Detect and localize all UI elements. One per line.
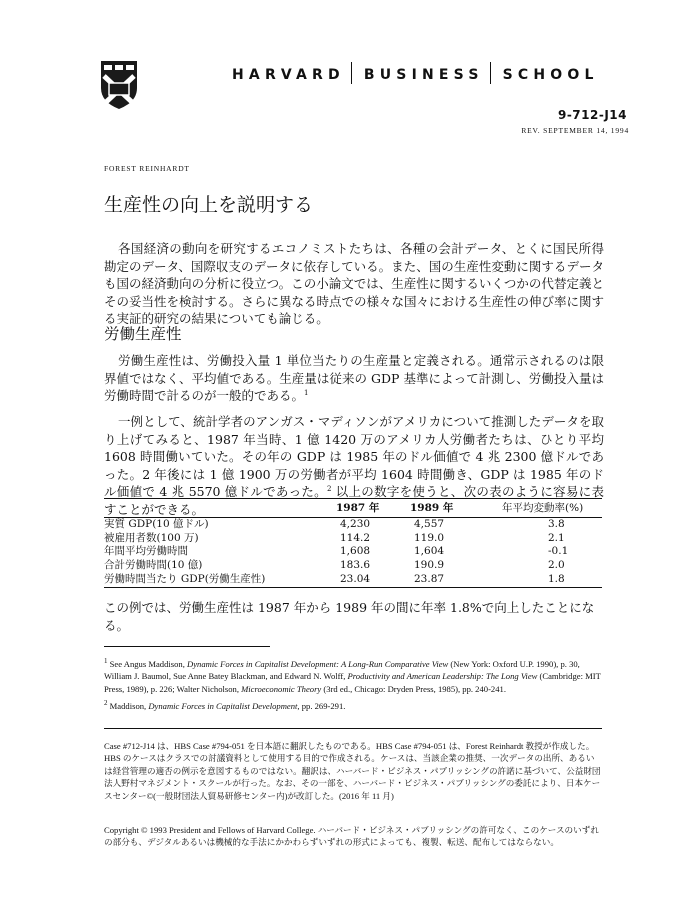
school-wordmark bbox=[232, 62, 599, 84]
wordmark-harvard: HARVARD bbox=[232, 67, 345, 83]
table-cell-change-rate: -0.1 bbox=[548, 545, 569, 558]
labor-productivity-paragraph-1 bbox=[104, 352, 604, 405]
table-header-row bbox=[104, 499, 602, 518]
footnote-text: (3rd ed., Chicago: Dryden Press, 1985), pp. 240-241. bbox=[321, 683, 506, 694]
table-cell-row-label: 労働時間当たり GDP(労働生産性) bbox=[104, 573, 336, 587]
table-cell-change-rate: 3.8 bbox=[548, 518, 565, 530]
footnote-1 bbox=[104, 658, 602, 695]
footnote-book-title: Dynamic Forces in Capitalist Development: A Long-Run Comparative View bbox=[187, 659, 449, 669]
footnote-divider bbox=[104, 646, 270, 647]
footnote-number: 2 bbox=[104, 699, 108, 708]
table-cell-value-1989: 1,604 bbox=[414, 545, 445, 558]
footnote-number: 1 bbox=[104, 657, 108, 666]
table-row bbox=[104, 545, 602, 559]
table-cell-change-rate: 2.1 bbox=[548, 531, 565, 544]
translation-disclaimer: Case #712-J14 は、HBS Case #794-051 を日本語に翻訳したものである。HBS Case #794-051 は、Forest Reinhardt 教授が作成した。HBS のケースはクラスでの討議資料として使用する目的で作成される。ケースは、当該企業の推奨、一次データの出所、あるいは経営管理の適否の例示を意図するものではない。翻訳は、ハーバード・ビジネス・パブリッシングの許諾に基づいて、公益財団法人野村マネジメント・スクールが行った。なお、その一部を、ハーバード・ビジネス・パブリッシングの委託により、日本ケースセンター©(一般財団法人貿易研修センター内)が改訂した。(2016 年 11 月) bbox=[104, 741, 601, 801]
conclusion-paragraph: この例では、労働生産性は 1987 年から 1989 年の間に年率 1.8%で向上したことになる。 bbox=[104, 600, 595, 633]
footnote-text: Maddison, bbox=[109, 701, 149, 711]
document-title: 生産性の向上を説明する bbox=[104, 194, 314, 216]
intro-paragraph: 各国経済の動向を研究するエコノミストたちは、各種の会計データ、とくに国民所得勘定のデータ、国際収支のデータに依存している。また、国の生産性変動に関するデータも国の経済動向の分析に役立つ。この小論文では、生産性に関するいくつかの代替定義とその妥当性を検討する。さらに異なる時点での様々な国々における生産性の伸び率に関する実証的研究の結果についても論じる。 bbox=[104, 241, 605, 327]
table-header-change-rate: 年平均変動率(%) bbox=[502, 499, 602, 518]
table-cell-value-1989: 119.0 bbox=[414, 531, 445, 544]
wordmark-divider bbox=[351, 62, 352, 84]
footnote-book-title: Dynamic Forces in Capitalist Development bbox=[148, 701, 298, 711]
footnote-text: (New York: Oxford U.P. 1990), p. 30, William J. Baumol, Sue Anne Batey Blackman, and Edward N. Wolff, bbox=[104, 659, 580, 682]
table-header-cell bbox=[104, 499, 336, 518]
table-cell-row-label: 被雇用者数(100 万) bbox=[104, 531, 199, 544]
footnote-text: (Cambridge: MIT Press, 1989), p. 226; Walter Nicholson, bbox=[104, 671, 601, 694]
case-number: 9-712-J14 bbox=[557, 108, 627, 122]
footnote-text: See Angus Maddison, bbox=[109, 659, 187, 669]
table-header-1987: 1987 年 bbox=[336, 499, 410, 518]
footnote-ref-1[interactable]: 1 bbox=[304, 389, 309, 398]
table-cell-change-rate: 2.0 bbox=[548, 559, 565, 572]
table-row bbox=[104, 559, 602, 573]
footnote-book-title: Productivity and American Leadership: The Long View bbox=[347, 671, 538, 682]
table-cell-value-1987: 183.6 bbox=[340, 559, 371, 572]
paragraph-text: 一例として、統計学者のアンガス・マディソンがアメリカについて推測したデータを取り上げてみると、1987 年当時、1 億 1420 万のアメリカ人労働者たちは、ひとり平均 1608 時間働いていた。その年の GDP は 1985 年のドル価値で 4 兆 2300 億ドルであった。2 年後には 1 億 1900 万の労働者が平均 1604 時間働き、GDP は 1985 年のドル価値で 4 兆 5570 億ドルであった。 bbox=[104, 414, 604, 500]
table-row bbox=[104, 532, 602, 546]
wordmark-divider bbox=[490, 62, 491, 84]
table-cell-value-1987: 114.2 bbox=[340, 531, 371, 544]
revision-date: REV. SEPTEMBER 14, 1994 bbox=[521, 126, 629, 135]
copyright-notice: Copyright © 1993 President and Fellows of Harvard College. ハーバード・ビジネス・パブリッシングの許可なく、このケースのいずれの部分も、デジタルあるいは機械的な手法にかかわらずいずれの形式によっても、複製、転送、配布してはならない。 bbox=[104, 825, 599, 848]
table-cell-value-1989: 4,557 bbox=[414, 518, 445, 530]
table-cell-value-1989: 190.9 bbox=[414, 559, 445, 572]
author-name: FOREST REINHARDT bbox=[104, 164, 190, 173]
table-row bbox=[104, 518, 602, 532]
wordmark-business: BUSINESS bbox=[363, 67, 484, 83]
table-cell-row-label: 年間平均労働時間 bbox=[104, 545, 188, 558]
table-cell-value-1989: 23.87 bbox=[410, 573, 502, 587]
footnote-text: , pp. 269-291. bbox=[297, 701, 346, 711]
table-cell-value-1987: 4,230 bbox=[340, 518, 371, 530]
wordmark-school: SCHOOL bbox=[502, 67, 599, 83]
table-header-1989: 1989 年 bbox=[410, 499, 502, 518]
table-cell-row-label: 合計労働時間(10 億) bbox=[104, 559, 203, 572]
footnote-2 bbox=[104, 700, 602, 712]
footnote-book-title: Microeconomic Theory bbox=[241, 683, 322, 694]
section-heading: 労働生産性 bbox=[104, 325, 182, 343]
productivity-table bbox=[104, 498, 602, 588]
table-row bbox=[104, 573, 602, 587]
table-cell-value-1987: 1,608 bbox=[340, 545, 371, 558]
table-cell-change-rate: 1.8 bbox=[502, 573, 602, 587]
table-cell-value-1987: 23.04 bbox=[336, 573, 410, 587]
footnote-ref-2[interactable]: 2 bbox=[326, 485, 332, 494]
table-cell-row-label: 実質 GDP(10 億ドル) bbox=[104, 518, 209, 530]
paragraph-text: 労働生産性は、労働投入量 1 単位当たりの生産量と定義される。通常示されるのは限界値ではなく、平均値である。生産量は従来の GDP 基準によって計測し、労働投入量は労働時間で計るのが一般的である。 bbox=[104, 353, 604, 404]
paragraph-text-tail: 以上の数字を使うと、次の表のように容易に表すことができる。 bbox=[104, 484, 604, 517]
legal-divider bbox=[104, 728, 602, 729]
hbs-shield-logo bbox=[100, 60, 138, 110]
